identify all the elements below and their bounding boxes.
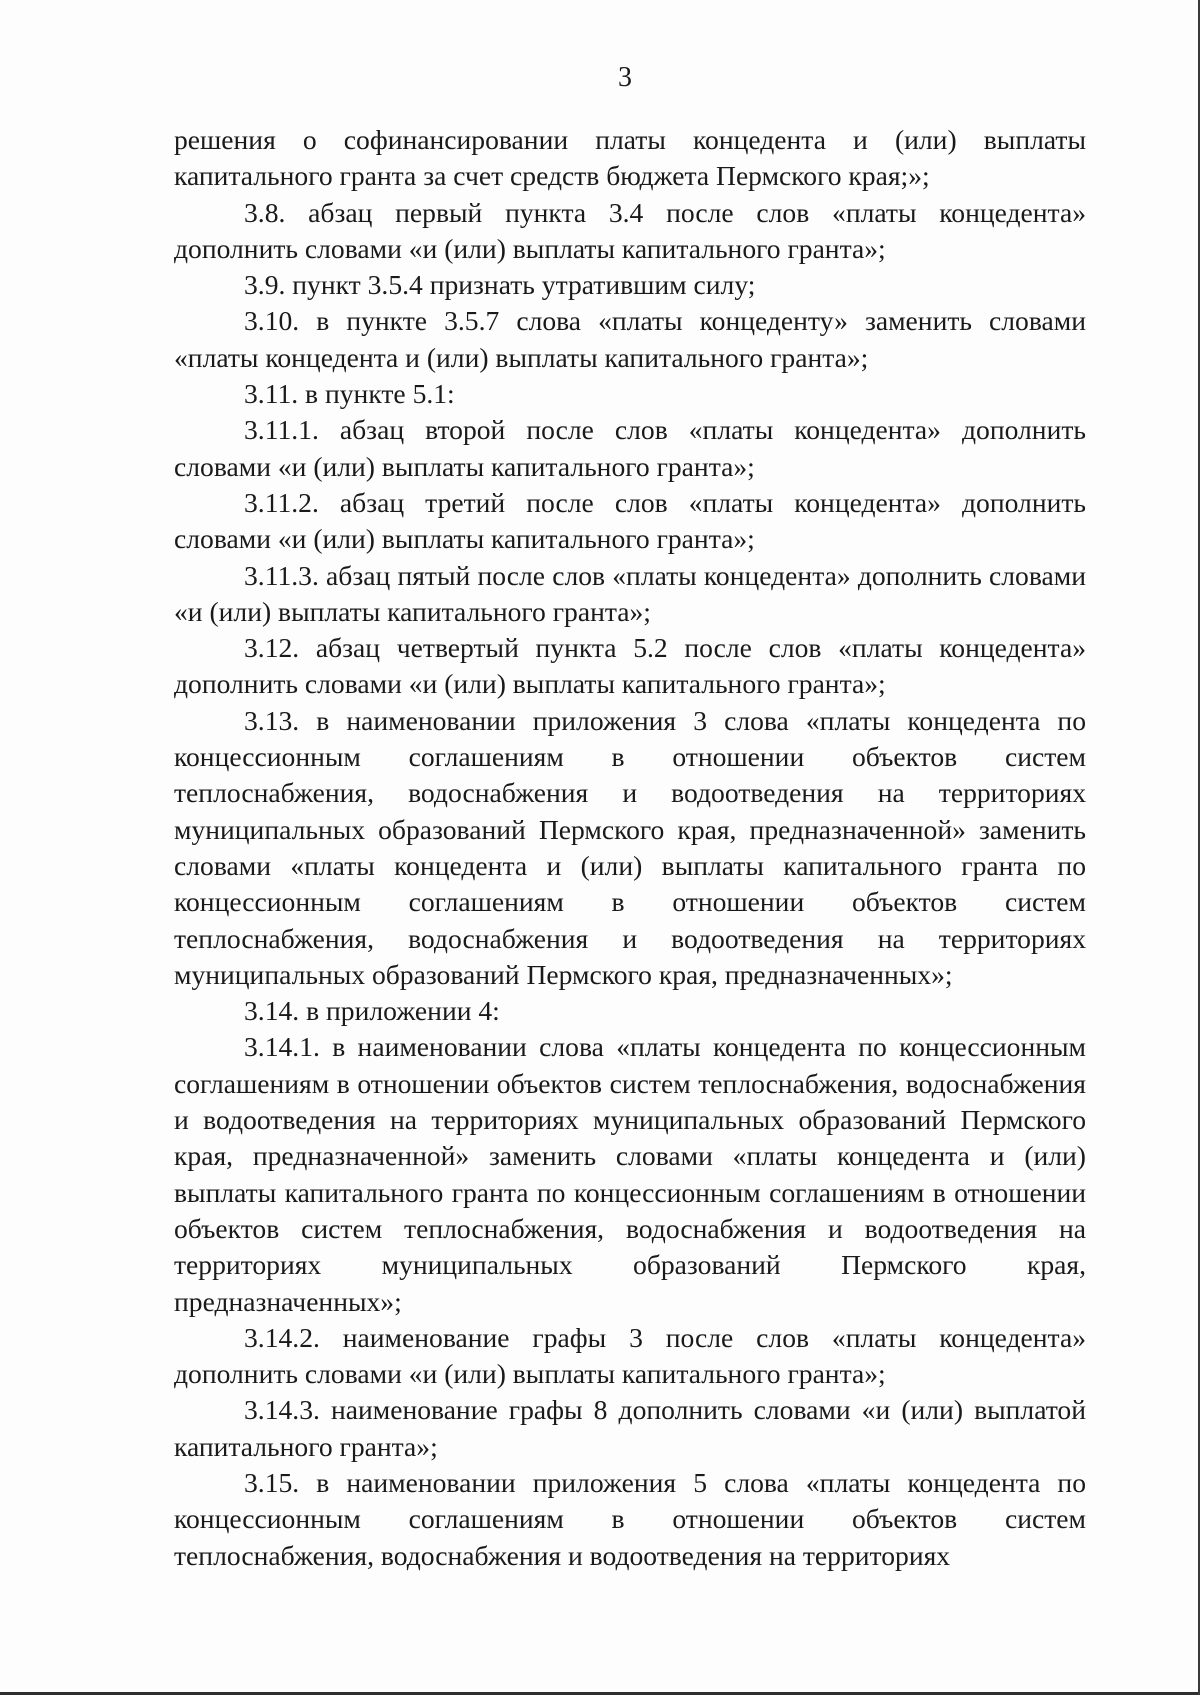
document-body	[174, 122, 1086, 1574]
paragraph: 3.14.1. в наименовании слова «платы концедента по концессионным соглашениям в отношении объектов систем теплоснабжения, водоснабжения и водоотведения на территориях муниципальных образований Пермского края, предназначенной» заменить словами «платы концедента и (или) выплаты капитального гранта по концессионным соглашениям в отношении объектов систем теплоснабжения, водоснабжения и водоотведения на территориях муниципальных образований Пермского края, предназначенных»;	[174, 1031, 1086, 1317]
paragraph: 3.11.1. абзац второй после слов «платы концедента» дополнить словами «и (или) выплаты капитального гранта»;	[174, 414, 1086, 482]
paragraph: 3.11. в пункте 5.1:	[244, 378, 455, 410]
paragraph: 3.11.3. абзац пятый после слов «платы концедента» дополнить словами «и (или) выплаты капитального гранта»;	[174, 559, 1086, 627]
paragraph: 3.8. абзац первый пункта 3.4 после слов «платы концедента» дополнить словами «и (или) выплаты капитального гранта»;	[174, 196, 1086, 264]
paragraph: решения о софинансировании платы концедента и (или) выплаты капитального гранта за счет средств бюджета Пермского края;»;	[174, 124, 1086, 192]
page-number: 3	[618, 62, 632, 93]
paragraph: 3.14. в приложении 4:	[244, 995, 500, 1027]
paragraph: 3.15. в наименовании приложения 5 слова «платы концедента по концессионным соглашениям в отношении объектов систем теплоснабжения, водоснабжения и водоотведения на территориях	[174, 1466, 1086, 1571]
paragraph: 3.12. абзац четвертый пункта 5.2 после слов «платы концедента» дополнить словами «и (или) выплаты капитального гранта»;	[174, 632, 1086, 700]
paragraph: 3.14.3. наименование графы 8 дополнить словами «и (или) выплатой капитального гранта»;	[174, 1394, 1086, 1462]
paragraph: 3.9. пункт 3.5.4 признать утратившим силу;	[244, 269, 756, 301]
paragraph: 3.13. в наименовании приложения 3 слова «платы концедента по концессионным соглашениям в отношении объектов систем теплоснабжения, водоснабжения и водоотведения на территориях муниципальных образований Пермского края, предназначенной» заменить словами «платы концедента и (или) выплаты капитального гранта по концессионным соглашениям в отношении объектов систем теплоснабжения, водоснабжения и водоотведения на территориях муниципальных образований Пермского края, предназначенных»;	[174, 704, 1086, 990]
paragraph: 3.14.2. наименование графы 3 после слов «платы концедента» дополнить словами «и (или) выплаты капитального гранта»;	[174, 1321, 1086, 1390]
paragraph: 3.11.2. абзац третий после слов «платы концедента» дополнить словами «и (или) выплаты капитального гранта»;	[174, 486, 1086, 555]
paragraph: 3.10. в пункте 3.5.7 слова «платы концеденту» заменить словами «платы концедента и (или) выплаты капитального гранта»;	[174, 305, 1086, 373]
